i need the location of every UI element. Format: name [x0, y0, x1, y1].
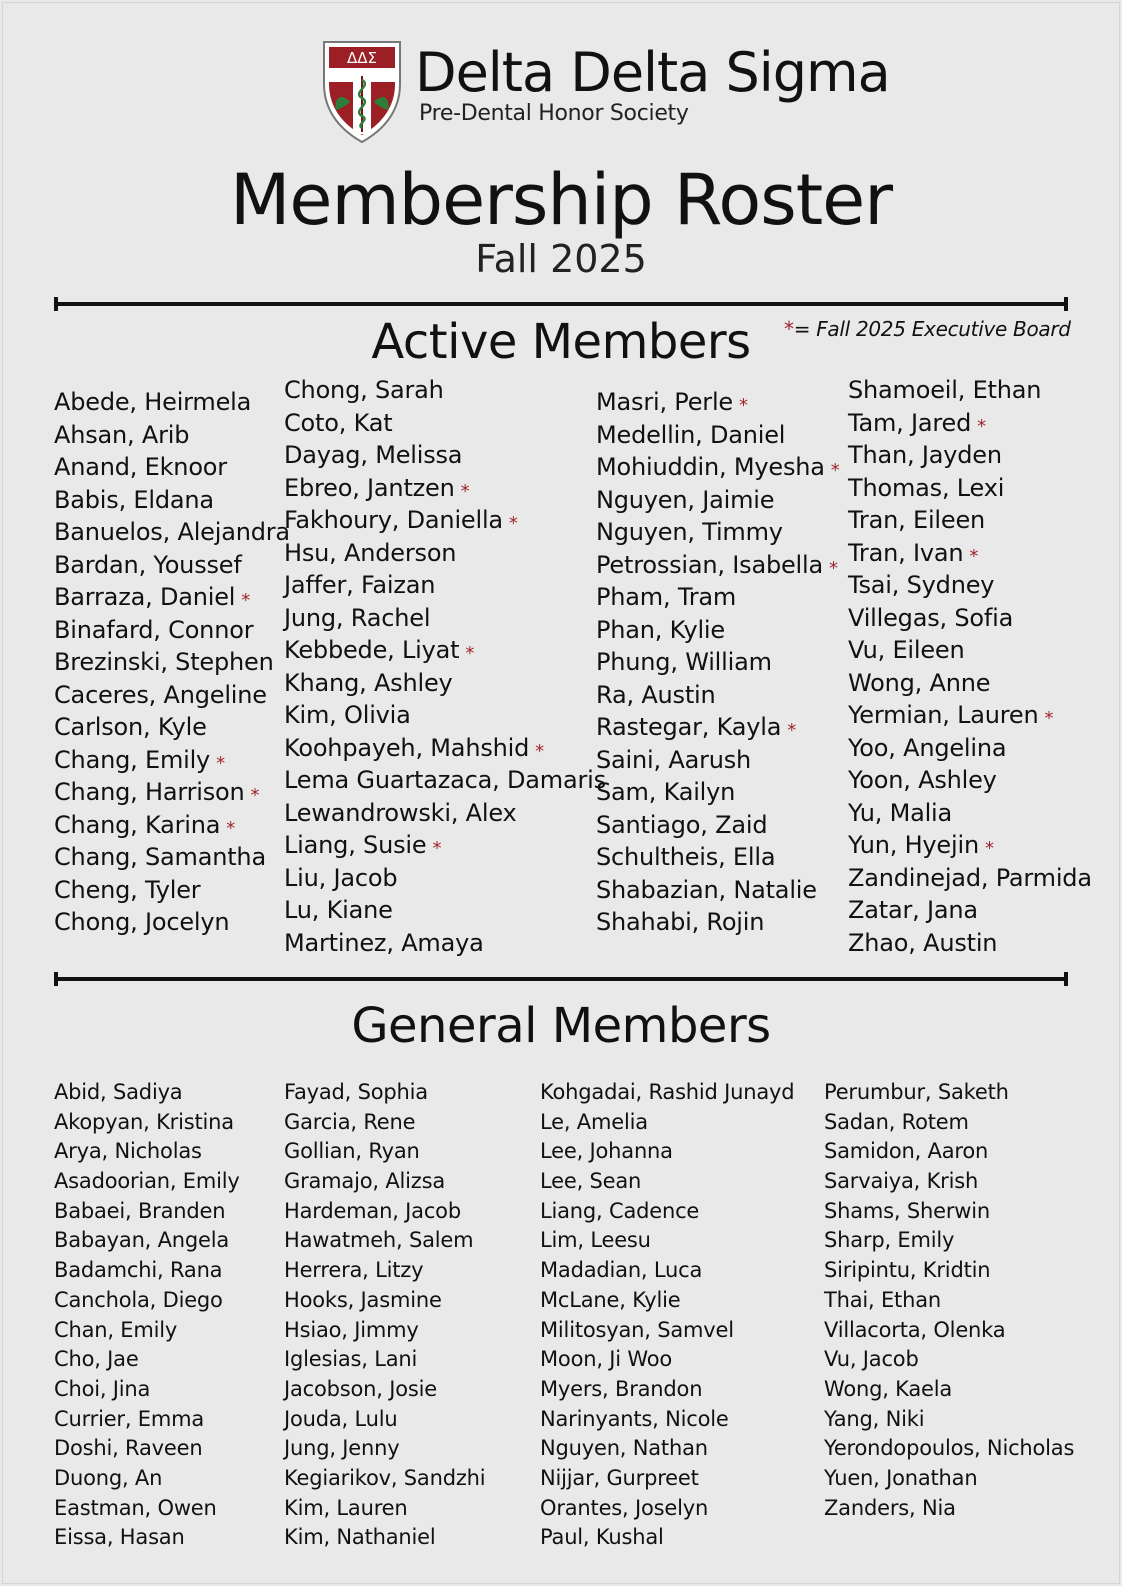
member-name: Yermian, Lauren: [848, 701, 1039, 729]
general-member: Madadian, Luca: [540, 1258, 703, 1283]
general-member: Thai, Ethan: [824, 1287, 941, 1312]
active-member: [848, 667, 1092, 700]
member-name: Jaffer, Faizan: [284, 571, 436, 599]
general-member: Duong, An: [54, 1465, 163, 1490]
active-column-3: [596, 386, 840, 939]
active-member: [596, 516, 840, 549]
active-column-2: [284, 374, 606, 959]
member-name: Ahsan, Arib: [54, 420, 190, 449]
active-member: [284, 439, 606, 472]
exec-board-star-icon: *: [787, 720, 797, 741]
exec-board-star-icon: *: [739, 395, 748, 416]
member-name: Rastegar, Kayla: [596, 713, 782, 741]
general-member: Garcia, Rene: [284, 1109, 416, 1134]
active-member: [848, 699, 1092, 732]
general-member: Moon, Ji Woo: [540, 1347, 673, 1372]
exec-board-star-icon: *: [829, 557, 838, 579]
active-column-4: [848, 374, 1092, 959]
general-member: Akopyan, Kristina: [54, 1109, 234, 1134]
general-member: Narinyants, Nicole: [540, 1406, 729, 1431]
active-member: [596, 874, 840, 907]
exec-board-star-icon: *: [984, 838, 994, 859]
active-member: [848, 537, 1092, 570]
general-member: Currier, Emma: [54, 1406, 205, 1431]
member-name: Villegas, Sofia: [848, 603, 1014, 632]
member-name: Tran, Ivan: [848, 538, 964, 567]
general-member: Abid, Sadiya: [54, 1080, 183, 1104]
active-member: [54, 581, 290, 614]
active-member: [596, 744, 840, 777]
active-member: [848, 602, 1092, 635]
active-member: [848, 504, 1092, 537]
active-member: [54, 646, 290, 679]
member-name: Thomas, Lexi: [848, 473, 1005, 502]
exec-board-star-icon: *: [465, 643, 475, 664]
general-member: Kim, Nathaniel: [284, 1525, 436, 1550]
general-member: Kohgadai, Rashid Junayd: [540, 1080, 795, 1104]
active-member: [54, 809, 290, 842]
general-member: Yang, Niki: [824, 1406, 925, 1431]
general-member: Wong, Kaela: [824, 1376, 953, 1401]
member-name: Petrossian, Isabella: [596, 550, 824, 579]
member-name: Chong, Jocelyn: [54, 908, 230, 936]
general-member: Villacorta, Olenka: [824, 1317, 1006, 1342]
general-member: Liang, Cadence: [540, 1198, 700, 1223]
general-member: Jung, Jenny: [284, 1436, 400, 1461]
member-name: Carlson, Kyle: [54, 713, 207, 741]
active-member: [848, 634, 1092, 667]
member-name: Wong, Anne: [848, 668, 991, 697]
member-name: Tran, Eileen: [848, 506, 986, 534]
member-name: Than, Jayden: [848, 441, 1002, 469]
exec-board-legend: [784, 316, 1071, 342]
general-member: Lim, Leesu: [540, 1228, 651, 1253]
general-member: Lee, Sean: [540, 1169, 642, 1194]
member-name: Phan, Kylie: [596, 615, 725, 644]
general-member: Yuen, Jonathan: [824, 1465, 978, 1490]
member-name: Zandinejad, Parmida: [848, 863, 1092, 892]
legend-text: = Fall 2025 Executive Board: [793, 317, 1071, 341]
exec-board-star-icon: *: [1044, 708, 1054, 729]
general-member: Sarvaiya, Krish: [824, 1169, 979, 1194]
member-name: Brezinski, Stephen: [54, 648, 274, 676]
member-name: Chang, Karina: [54, 810, 221, 839]
exec-board-star-icon: *: [535, 740, 544, 762]
legend-star-icon: *: [784, 317, 794, 341]
active-member: [596, 679, 840, 712]
member-name: Dayag, Melissa: [284, 441, 463, 469]
active-member: [848, 862, 1092, 895]
member-name: Liu, Jacob: [284, 863, 398, 892]
active-member: [848, 472, 1092, 505]
member-name: Santiago, Zaid: [596, 810, 768, 839]
active-member: [848, 732, 1092, 765]
member-name: Nguyen, Jaimie: [596, 485, 775, 514]
header: [0, 38, 1122, 148]
active-column-1: [54, 386, 290, 939]
general-member: Chan, Emily: [54, 1317, 178, 1342]
exec-board-star-icon: *: [226, 817, 236, 839]
member-name: Yu, Malia: [848, 798, 953, 827]
active-member: [284, 667, 606, 700]
active-member: [284, 569, 606, 602]
member-name: Yun, Hyejin: [848, 831, 979, 859]
active-member: [284, 732, 606, 765]
active-member: [284, 602, 606, 635]
general-member: Zanders, Nia: [824, 1495, 956, 1520]
divider-top: [54, 302, 1068, 306]
member-name: Kebbede, Liyat: [284, 636, 460, 664]
general-member: Eastman, Owen: [54, 1495, 217, 1520]
member-name: Lewandrowski, Alex: [284, 798, 517, 827]
member-name: Abede, Heirmela: [54, 388, 252, 416]
active-member: [596, 711, 840, 744]
member-name: Caceres, Angeline: [54, 680, 267, 709]
general-member: Shams, Sherwin: [824, 1198, 990, 1223]
exec-board-star-icon: *: [216, 752, 225, 774]
general-member: Siripintu, Kridtin: [824, 1258, 991, 1283]
general-member: Hsiao, Jimmy: [284, 1317, 419, 1342]
active-member: [54, 776, 290, 809]
active-member: [54, 679, 290, 712]
active-member: [54, 711, 290, 744]
general-member: Myers, Brandon: [540, 1376, 703, 1401]
exec-board-star-icon: *: [241, 590, 251, 611]
member-name: Barraza, Daniel: [54, 583, 236, 611]
member-name: Masri, Perle: [596, 388, 733, 416]
active-member: [848, 439, 1092, 472]
member-name: Chong, Sarah: [284, 376, 444, 404]
active-member: [848, 894, 1092, 927]
active-member: [848, 407, 1092, 440]
active-member: [54, 614, 290, 647]
active-member: [54, 906, 290, 939]
member-name: Phung, William: [596, 648, 772, 676]
general-member: Sadan, Rotem: [824, 1109, 969, 1134]
general-member: Hooks, Jasmine: [284, 1287, 442, 1312]
member-name: Sam, Kailyn: [596, 778, 736, 806]
active-member: [54, 841, 290, 874]
active-member: [596, 451, 840, 484]
general-member: Vu, Jacob: [824, 1347, 919, 1372]
exec-board-star-icon: *: [977, 415, 986, 437]
general-member: Gramajo, Alizsa: [284, 1169, 446, 1194]
general-member: Jacobson, Josie: [284, 1376, 437, 1401]
general-member: Iglesias, Lani: [284, 1347, 418, 1372]
member-name: Binafard, Connor: [54, 615, 254, 644]
exec-board-star-icon: *: [250, 785, 260, 806]
member-name: Shamoeil, Ethan: [848, 376, 1042, 404]
member-name: Koohpayeh, Mahshid: [284, 733, 530, 762]
general-member: Samidon, Aaron: [824, 1139, 989, 1164]
member-name: Cheng, Tyler: [54, 875, 201, 904]
org-name: Delta Delta Sigma: [415, 41, 890, 104]
member-name: Medellin, Daniel: [596, 420, 786, 449]
general-member: Nguyen, Nathan: [540, 1436, 708, 1461]
active-member: [54, 386, 290, 419]
member-name: Ra, Austin: [596, 680, 716, 709]
active-member: [54, 516, 290, 549]
active-member: [284, 699, 606, 732]
active-member: [284, 927, 606, 960]
active-member: [848, 797, 1092, 830]
general-member: Badamchi, Rana: [54, 1258, 223, 1283]
exec-board-star-icon: *: [830, 460, 840, 481]
active-member: [848, 829, 1092, 862]
active-member: [596, 581, 840, 614]
general-member: Asadoorian, Emily: [54, 1169, 240, 1194]
exec-board-star-icon: *: [969, 545, 979, 567]
general-member: Fayad, Sophia: [284, 1080, 428, 1104]
general-member: Jouda, Lulu: [284, 1406, 398, 1431]
general-member: Yerondopoulos, Nicholas: [824, 1436, 1075, 1461]
active-member: [596, 646, 840, 679]
active-member: [284, 797, 606, 830]
general-member: Canchola, Diego: [54, 1287, 223, 1312]
general-member: Gollian, Ryan: [284, 1139, 420, 1164]
semester-label: Fall 2025: [475, 237, 647, 281]
active-member: [54, 419, 290, 452]
general-member: Herrera, Litzy: [284, 1258, 424, 1283]
active-member: [596, 386, 840, 419]
active-member: [284, 862, 606, 895]
general-member: Choi, Jina: [54, 1376, 151, 1401]
member-name: Lu, Kiane: [284, 896, 393, 924]
active-member: [596, 841, 840, 874]
active-member: [284, 829, 606, 862]
member-name: Babis, Eldana: [54, 485, 214, 514]
active-member: [848, 764, 1092, 797]
active-member: [596, 809, 840, 842]
active-member: [848, 569, 1092, 602]
active-member: [54, 744, 290, 777]
member-name: Martinez, Amaya: [284, 928, 484, 957]
active-member: [596, 776, 840, 809]
member-name: Tsai, Sydney: [848, 571, 995, 599]
active-member: [284, 894, 606, 927]
exec-board-star-icon: *: [508, 513, 518, 534]
exec-board-star-icon: *: [432, 838, 442, 859]
general-member: Eissa, Hasan: [54, 1525, 185, 1550]
general-member: McLane, Kylie: [540, 1287, 681, 1312]
general-column-1: [54, 1078, 240, 1553]
active-member: [284, 537, 606, 570]
general-member: Orantes, Joselyn: [540, 1495, 709, 1520]
member-name: Shabazian, Natalie: [596, 875, 817, 904]
member-name: Khang, Ashley: [284, 668, 453, 697]
member-name: Bardan, Youssef: [54, 550, 242, 579]
page-title: Membership Roster: [230, 159, 892, 241]
exec-board-star-icon: *: [460, 480, 470, 502]
member-name: Ebreo, Jantzen: [284, 473, 455, 502]
member-name: Saini, Aarush: [596, 745, 752, 774]
member-name: Jung, Rachel: [284, 603, 431, 632]
active-member: [848, 927, 1092, 960]
member-name: Schultheis, Ella: [596, 843, 776, 871]
general-member: Militosyan, Samvel: [540, 1317, 734, 1342]
general-member: Perumbur, Saketh: [824, 1080, 1009, 1104]
member-name: Yoo, Angelina: [848, 733, 1007, 762]
member-name: Tam, Jared: [848, 408, 972, 437]
member-name: Chang, Harrison: [54, 778, 245, 806]
member-name: Vu, Eileen: [848, 636, 965, 664]
shield-logo-icon: [320, 38, 404, 144]
general-column-3: [540, 1078, 794, 1553]
member-name: Lema Guartazaca, Damaris: [284, 766, 606, 794]
general-column-2: [284, 1078, 485, 1553]
active-member: [54, 484, 290, 517]
general-members-title: General Members: [351, 998, 771, 1054]
divider-middle: [54, 977, 1068, 981]
active-member: [54, 874, 290, 907]
active-member: [284, 374, 606, 407]
member-name: Fakhoury, Daniella: [284, 506, 503, 534]
active-member: [596, 484, 840, 517]
active-member: [848, 374, 1092, 407]
member-name: Pham, Tram: [596, 583, 737, 611]
member-name: Zatar, Jana: [848, 896, 978, 924]
org-subtitle: Pre-Dental Honor Society: [419, 101, 689, 126]
active-member: [596, 419, 840, 452]
active-member: [54, 451, 290, 484]
active-member: [596, 614, 840, 647]
general-member: Lee, Johanna: [540, 1139, 673, 1164]
general-member: Paul, Kushal: [540, 1525, 664, 1550]
active-members-title: Active Members: [371, 314, 751, 370]
general-member: Kegiarikov, Sandzhi: [284, 1465, 486, 1490]
member-name: Anand, Eknoor: [54, 453, 227, 481]
general-member: Babaei, Branden: [54, 1198, 226, 1223]
general-column-4: [824, 1078, 1074, 1523]
active-member: [596, 549, 840, 582]
general-member: Sharp, Emily: [824, 1228, 955, 1253]
member-name: Chang, Samantha: [54, 843, 266, 871]
general-member: Arya, Nicholas: [54, 1139, 202, 1164]
member-name: Mohiuddin, Myesha: [596, 453, 825, 481]
active-member: [284, 634, 606, 667]
general-member: Le, Amelia: [540, 1109, 648, 1134]
general-member: Kim, Lauren: [284, 1495, 408, 1520]
member-name: Shahabi, Rojin: [596, 908, 765, 936]
active-member: [284, 472, 606, 505]
general-member: Doshi, Raveen: [54, 1436, 203, 1461]
member-name: Liang, Susie: [284, 831, 427, 859]
general-member: Hardeman, Jacob: [284, 1198, 461, 1223]
member-name: Banuelos, Alejandra: [54, 518, 290, 546]
active-member: [54, 549, 290, 582]
member-name: Hsu, Anderson: [284, 538, 457, 567]
active-member: [284, 504, 606, 537]
member-name: Yoon, Ashley: [848, 766, 997, 794]
general-member: Babayan, Angela: [54, 1228, 230, 1253]
active-member: [596, 906, 840, 939]
active-member: [284, 407, 606, 440]
general-member: Hawatmeh, Salem: [284, 1228, 474, 1253]
general-member: Cho, Jae: [54, 1347, 139, 1372]
member-name: Chang, Emily: [54, 745, 211, 774]
member-name: Coto, Kat: [284, 408, 393, 437]
member-name: Zhao, Austin: [848, 928, 998, 957]
active-member: [284, 764, 606, 797]
member-name: Nguyen, Timmy: [596, 518, 783, 546]
member-name: Kim, Olivia: [284, 701, 411, 729]
logo-letters: ΔΔΣ: [347, 49, 377, 67]
general-member: Nijjar, Gurpreet: [540, 1465, 699, 1490]
